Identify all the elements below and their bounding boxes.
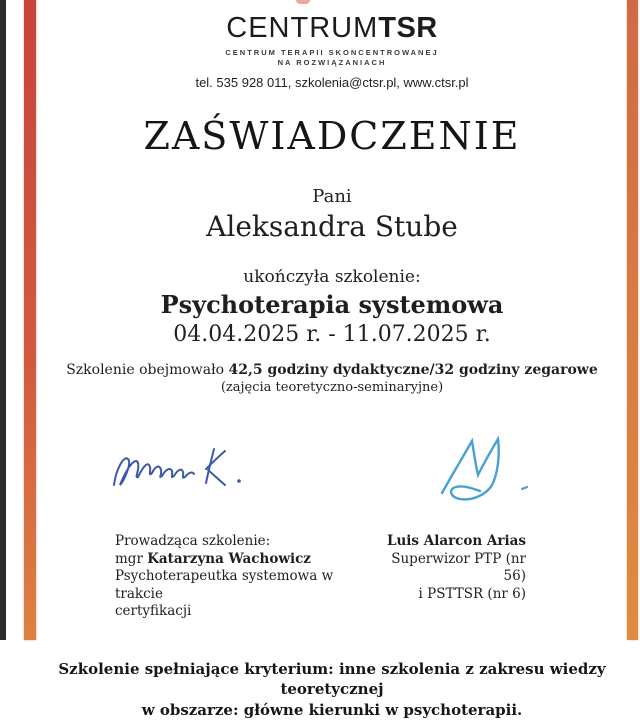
course-name: Psychoterapia systemowa — [40, 290, 624, 319]
signature-right-dash — [522, 487, 527, 489]
credentials-row — [40, 533, 624, 621]
brand-tagline-line1: CENTRUM TERAPII SKONCENTROWANEJ — [40, 48, 624, 58]
brand-tagline-line2: NA ROZWIĄZANIACH — [40, 58, 624, 68]
signature-left-k-lower — [208, 470, 225, 485]
brand-tagline — [40, 48, 624, 68]
trainer-name-prefix: mgr — [115, 551, 147, 567]
contact-line: tel. 535 928 011, szkolenia@ctsr.pl, www.ctsr.pl — [40, 75, 624, 90]
scope-regular: Szkolenie obejmowało — [66, 362, 228, 378]
criterion-statement — [40, 659, 624, 720]
trainer-name: Katarzyna Wachowicz — [147, 551, 311, 567]
trainer-block — [115, 533, 372, 621]
supervisor-name — [372, 533, 526, 551]
scope-note: (zajęcia teoretyczno-seminaryjne) — [40, 380, 624, 395]
scope-line — [40, 362, 624, 378]
recipient-name: Aleksandra Stube — [40, 210, 624, 243]
signature-left — [108, 435, 258, 497]
certificate-content — [40, 0, 624, 720]
salutation: Pani — [40, 186, 624, 207]
criterion-statement-line1: Szkolenie spełniające kryterium: inne szkolenia z zakresu wiedzy teoretycznej — [40, 659, 624, 700]
supervisor-block — [372, 533, 526, 621]
decorative-border-left — [24, 0, 36, 640]
trainer-credential-line1: Psychoterapeutka systemowa w trakcie — [115, 568, 372, 603]
supervisor-name-text: Luis Alarcon Arias — [387, 533, 526, 549]
signature-left-dot — [237, 479, 241, 483]
trainer-role: Prowadząca szkolenie: — [115, 533, 372, 551]
supervisor-credential-line1: Superwizor PTP (nr 56) — [372, 551, 526, 586]
trainer-name-line — [115, 551, 372, 569]
page-edge-strip — [0, 0, 6, 640]
brand-primary: CENTRUM — [226, 12, 378, 44]
scope-bold: 42,5 godziny dydaktyczne/32 godziny zegarowe — [229, 362, 598, 378]
course-dates: 04.04.2025 r. - 11.07.2025 r. — [40, 322, 624, 347]
signature-left-stroke — [114, 458, 194, 485]
signature-right-stroke — [442, 439, 499, 499]
signature-right — [434, 429, 544, 507]
trainer-credential-line2: certyfikacji — [115, 603, 372, 621]
supervisor-credential-line2: i PSTTSR (nr 6) — [372, 586, 526, 604]
certificate-title: ZAŚWIADCZENIE — [40, 114, 624, 158]
brand-bold: TSR — [378, 12, 438, 44]
signatures-row — [40, 429, 624, 511]
signature-left-k-upper — [206, 451, 225, 469]
brand-logo — [40, 12, 624, 45]
completion-text: ukończyła szkolenie: — [40, 267, 624, 287]
decorative-border-right — [627, 0, 638, 640]
criterion-statement-line2: w obszarze: główne kierunki w psychoterapii. — [40, 700, 624, 720]
